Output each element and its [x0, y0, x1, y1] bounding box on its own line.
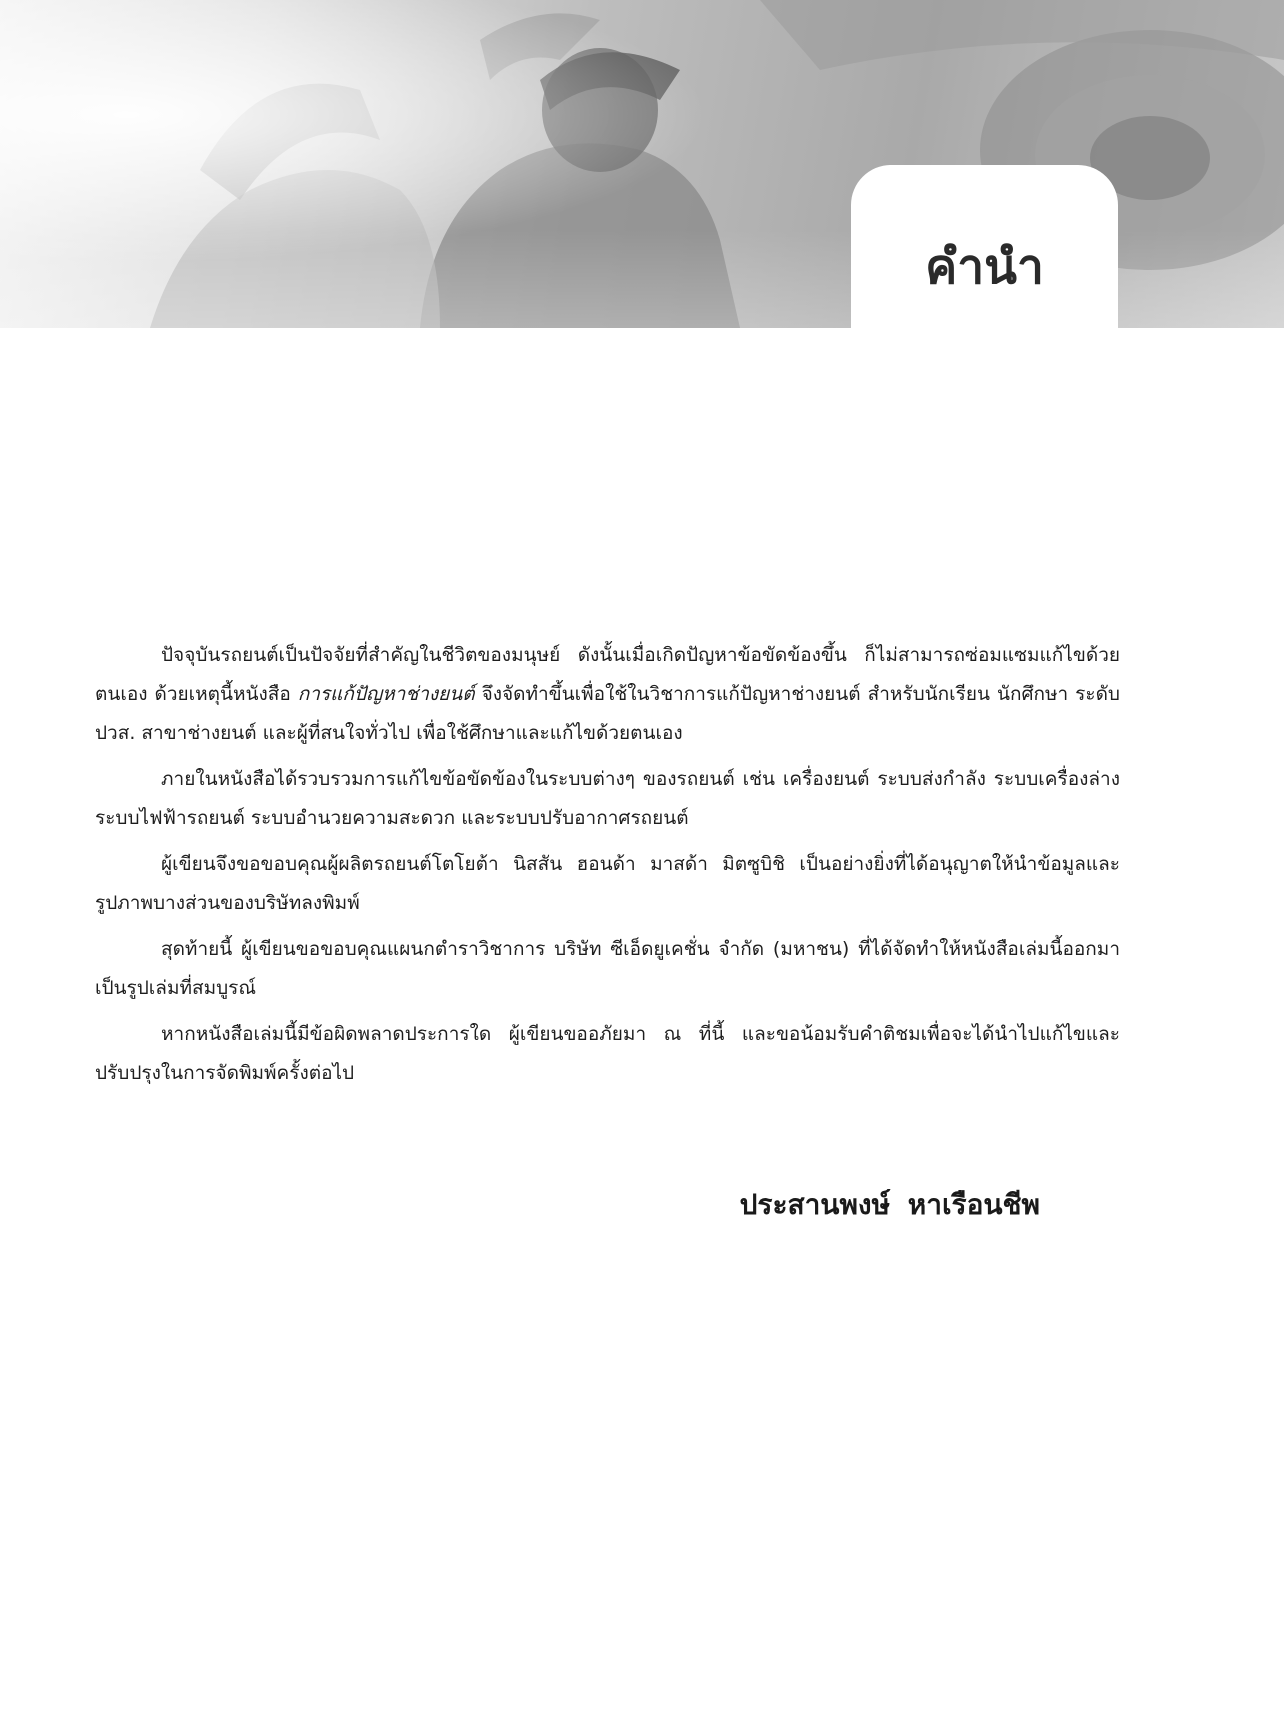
paragraph-1-text-b: จึงจัดทำขึ้นเพื่อใช้ในวิชาการแก้ปัญหาช่างยนต์ สำหรับนักเรียน นักศึกษา ระดับ ปวส. สาขาช่างยนต์ และผู้ที่สนใจทั่วไป เพื่อใช้ศึกษาและแก้ไขด้วยตนเอง	[95, 683, 1120, 744]
preface-body	[95, 636, 1120, 1100]
author-signature: ประสานพงษ์ หาเรือนชีพ	[739, 1188, 1040, 1221]
page-title: คำนำ	[925, 239, 1044, 295]
preface-paragraph-5: หากหนังสือเล่มนี้มีข้อผิดพลาดประการใด ผู้เขียนขออภัยมา ณ ที่นี้ และขอน้อมรับคำติชมเพื่อจะได้นำไปแก้ไขและปรับปรุงในการจัดพิมพ์ครั้งต่อไป	[95, 1023, 1120, 1084]
preface-paragraph-3: ผู้เขียนจึงขอขอบคุณผู้ผลิตรถยนต์โตโยต้า นิสสัน ฮอนด้า มาสด้า มิตซูบิชิ เป็นอย่างยิ่งที่ได้อนุญาตให้นำข้อมูลและรูปภาพบางส่วนของบริษัทลงพิมพ์	[95, 853, 1120, 914]
paragraph-1-text-a: ปัจจุบันรถยนต์เป็นปัจจัยที่สำคัญในชีวิตของมนุษย์ ดังนั้นเมื่อเกิดปัญหาข้อขัดข้องขึ้น ก็ไม่สามารถซ่อมแซมแก้ไขด้วยตนเอง ด้วยเหตุนี้หนังสือ	[95, 644, 1120, 705]
preface-paragraph-2: ภายในหนังสือได้รวบรวมการแก้ไขข้อขัดข้องในระบบต่างๆ ของรถยนต์ เช่น เครื่องยนต์ ระบบส่งกำลัง ระบบเครื่องล่าง ระบบไฟฟ้ารถยนต์ ระบบอำนวยความสะดวก และระบบปรับอากาศรถยนต์	[95, 768, 1120, 829]
book-title: การแก้ปัญหาช่างยนต์	[297, 683, 475, 705]
preface-paragraph-4: สุดท้ายนี้ ผู้เขียนขอขอบคุณแผนกตำราวิชาการ บริษัท ซีเอ็ดยูเคชั่น จำกัด (มหาชน) ที่ได้จัดทำให้หนังสือเล่มนี้ออกมาเป็นรูปเล่มที่สมบูรณ์	[95, 938, 1120, 999]
preface-paragraph-1	[95, 636, 1120, 753]
